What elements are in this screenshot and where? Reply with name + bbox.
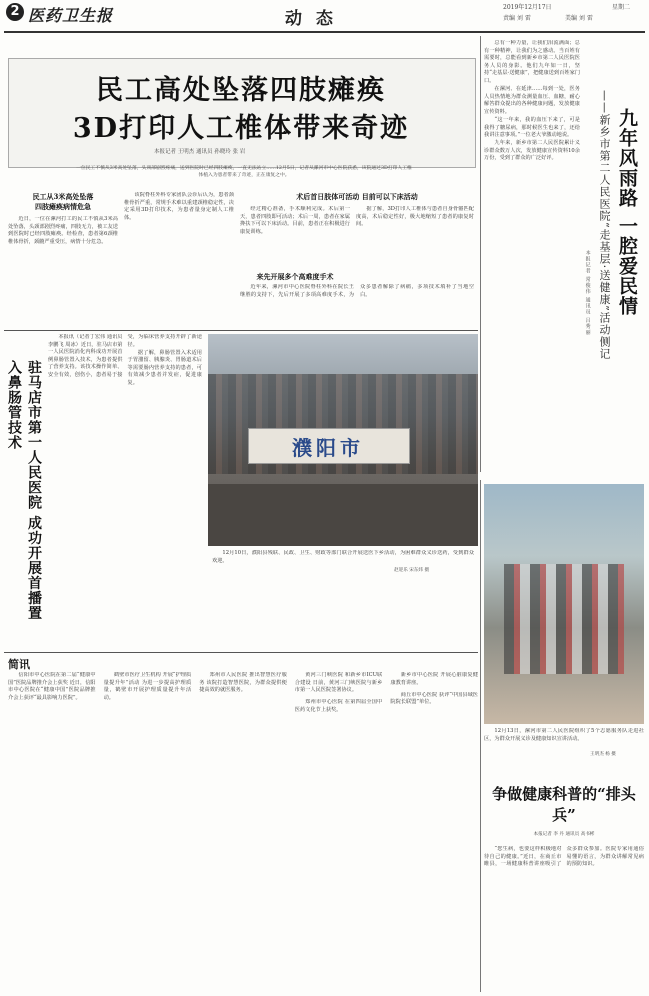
right-story-byline: 本报记者 常俊伟 通讯员 吕秀丽	[584, 250, 591, 336]
mid-story-body: 本报讯（记者丁宏伟 通讯员李鹏飞 周冰）近日，驻马店市第一人民医院消化内科成功开展首例鼻肠管置入技术，为患者提供了营养支持。该技术操作简单、安全有效，创伤小，患者易于接受，为临床营养支持开辟了新途径。 据了解，鼻肠管置入术适用于胃潴留、胰腺炎、胃肠道术后等需要肠内营养支持的患者，可有效减少患者并发症，促进康复。	[48, 334, 202, 387]
lead-subhead-1: 民工从3米高处坠落 四肢瘫痪病情危急	[32, 192, 94, 211]
mid-story-headline: 驻马店市第一人民医院 成功开展首播置入鼻肠管技术	[6, 360, 42, 621]
mid-story	[4, 334, 204, 646]
lead-headline-line2: 3D打印人工椎体带来奇迹	[72, 113, 410, 144]
brief-item: 信阳市中心医院在第二届“健康中国”医院品牌推介会上获奖 近日，信阳市中心医院在“健康中国”医院品牌推介会上获评“最具影响力医院”。	[8, 672, 96, 701]
brief-heading: 简讯	[8, 658, 30, 671]
issue-date: 2019年12月17日	[503, 4, 552, 11]
section-title: 动 态	[285, 9, 337, 29]
lead-column-4: 据了解，3D打印人工椎体与患者自身骨骼匹配度高，术后稳定性好，极大地缩短了患者的康复时间。	[356, 206, 474, 228]
newspaper-logo: 医药卫生报	[28, 6, 114, 25]
brief-item: 黄河三门峡医院 和新乡市ICU联合建设 日前，黄河三门峡医院与新乡市第一人民医院签署协议。	[294, 672, 383, 694]
right-story	[484, 40, 646, 470]
issue-weekday: 星期二	[612, 4, 631, 11]
lead-story	[4, 36, 478, 326]
lead-byline: 本报记者 王明杰 通讯员 孙晓玲 张 岩	[154, 149, 246, 155]
designer-credit: 美编 刘 雷	[565, 15, 593, 22]
column-divider	[480, 36, 481, 472]
brief-item: 商丘市中心医院 获评“中国县域医院院长联盟”单位。	[390, 691, 478, 706]
brief-item: 鹤壁市医疗卫生机构 开展“护理质量提升年”活动 为进一步提高护理质量，鹤壁市开展护理质量提升年活动。	[103, 672, 192, 701]
brief-item: 郑州市中心医院 在第四届全国中医药文化节上获奖。	[294, 699, 383, 713]
lead-bottom-rule	[4, 330, 478, 331]
editor-credit: 责编 刘 雷	[503, 15, 531, 22]
right-story-body: 总有一种力量，让我们泪流满面；总有一种精神，让我们为之感动。当百姓有需要时，总能看到新乡市第二人民医院医务人员的身影。他们九年如一日，坚持“走基层·送健康”，把健康送到百姓家门口。 在漯河、在延津……每到一处，医务人员热情地为群众测量血压、血糖，耐心解答群众提出的各种健康问题，发放健康宣传资料。 “这一年来，我的血压下来了，可是我得了糖尿病，那时候医生也来了，还给我讲注意事项。”一位老大爷激动地说。 九年来，新乡市第二人民医院累计义诊群众数万人次，发放健康宣传资料10余万份，受到了群众的广泛好评。	[484, 40, 580, 162]
bottom-right-headline: 争做健康科普的“排头兵”	[492, 785, 636, 824]
bottom-right-divider	[480, 480, 481, 992]
brief-item: 郑州市人民医院 推出智慧医疗服务 该院打造智慧医院，为群众提供便捷高效的就医服务。	[199, 672, 287, 694]
photo-figures	[504, 564, 624, 674]
lead-column-1: 近日，一位在漯河打工的民工不慎从3米高处坠落，头颈部剧烈疼痛，四肢无力，被工友送到医院时已经四肢瘫痪。经检查，患者第6颈椎椎体骨折，颈髓严重受压，病情十分危急。	[8, 216, 118, 245]
photo-caption: 12月10日，濮阳县残联、民政、卫生、财政等部门联合开展送医下乡活动，为困难群众义诊送药，受到群众欢迎。	[212, 550, 474, 564]
lead-column-2: 该院脊柱外科专家团队会诊后认为，患者颈椎骨折严重，常规手术难以重建颈椎稳定性，决定采用3D打印技术，为患者量身定制人工椎体。	[124, 192, 234, 221]
brief-columns	[8, 672, 478, 992]
header-rule	[4, 31, 645, 33]
lead-headline-line1: 民工高处坠落四肢瘫痪	[96, 75, 386, 106]
page-number-badge: 2	[6, 3, 24, 21]
lead-subhead-2: 术后首日肢体可活动 目前可以下床活动	[296, 192, 418, 201]
photo-banner-text: 濮阳市	[292, 436, 364, 460]
event-photo	[208, 334, 478, 546]
brief-item: 新乡市中心医院 开展心脏康复健康教育讲座。	[390, 672, 478, 686]
photo-ground	[208, 484, 478, 546]
bottom-right-body: “您生病，也要这样积极地对待自己的健康。”近日，在商丘市睢县，一场健康科普讲座吸引了众多群众参加。医院专家用通俗易懂的语言，为群众讲解常见病的预防知识。	[484, 846, 644, 868]
bottom-right-byline: 本报记者 李 丹 通讯员 高书彬	[533, 832, 595, 837]
bottom-right-credit: 王明杰 杨 摄	[590, 752, 616, 757]
brief-top-rule	[4, 652, 478, 653]
lead-column-3: 经过精心准备，手术顺利完成。术后第一天，患者四肢即可活动；术后一周，患者在家属搀扶下可以下床活动。目前，患者正在积极进行康复训练。	[240, 206, 350, 235]
lead-subhead-3: 来先开展多个高难度手术	[256, 272, 334, 281]
lead-column-5: 近年来，漯河市中心医院脊柱外科在院长王继胜的支持下，先后开展了多项高难度手术，为众多患者解除了病痛，多项技术填补了当地空白。	[240, 284, 474, 298]
right-story-headline: 九年风雨路 一腔爱民情	[616, 108, 638, 316]
bottom-right-caption: 12月13日，漯河市第二人民医院组织了5个志愿服务队走进社区，为群众开展义诊及健康知识宣讲活动。	[484, 728, 644, 742]
photo-credit: 赵迎乐 宋东炜 摄	[394, 568, 430, 573]
bottom-right-photo	[484, 484, 644, 724]
right-story-subtitle: ——新乡市第二人民医院“走基层·送健康”活动侧记	[598, 90, 611, 360]
lead-summary: 一位民工不慎从3米高处坠落，头颈部剧烈疼痛，送到医院时已经四肢瘫痪，一直无法站立……12月5日，记者从漯河市中心医院获悉，该院通过3D打印人工椎体植入为患者带来了奇迹，正在康复之中。	[76, 166, 412, 178]
